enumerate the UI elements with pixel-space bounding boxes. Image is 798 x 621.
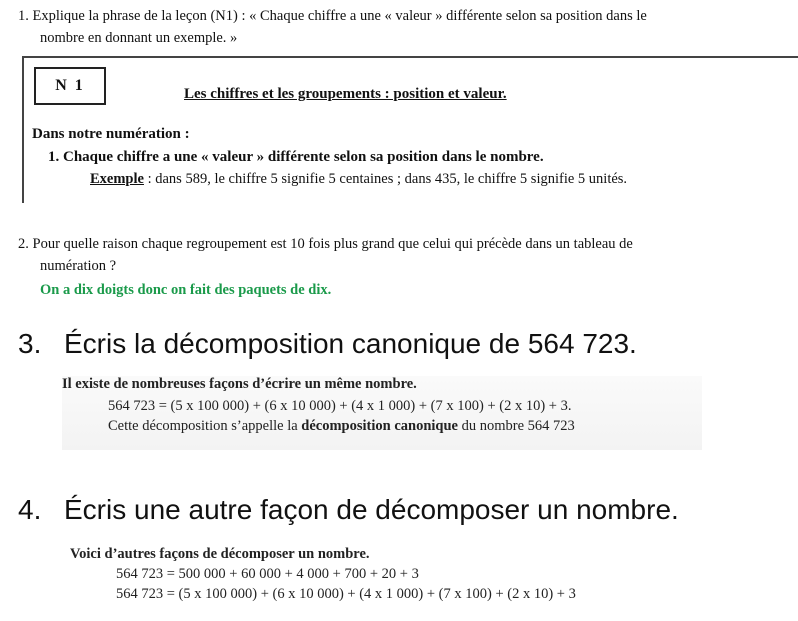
question-4-scan — [70, 546, 710, 610]
question-3-text: Écris la décomposition canonique de 564 723. — [64, 328, 637, 359]
question-2-line-2: numération ? — [40, 258, 117, 274]
question-4-number: 4. — [18, 494, 42, 525]
scan-4-line-3: 564 723 = (5 x 100 000) + (6 x 10 000) + (4 x 1 000) + (7 x 100) + (2 x 10) + 3 — [116, 586, 576, 602]
question-2-answer: On a dix doigts donc on fait des paquets de dix. — [40, 282, 332, 298]
question-4-heading — [18, 494, 679, 526]
question-1 — [18, 5, 788, 49]
question-4-text: Écris une autre façon de décomposer un nombre. — [64, 494, 679, 525]
scan-3-line-3-bold: décomposition canonique — [301, 418, 458, 434]
scan-4-line-2: 564 723 = 500 000 + 60 000 + 4 000 + 700 + 20 + 3 — [116, 566, 419, 582]
scan-4-line-1: Voici d’autres façons de décomposer un nombre. — [70, 546, 370, 562]
question-2-line-1: 2. Pour quelle raison chaque regroupement est 10 fois plus grand que celui qui précède dans un tableau de — [18, 236, 633, 252]
lesson-box — [22, 56, 798, 203]
question-3-number: 3. — [18, 328, 42, 359]
lesson-subtitle: Dans notre numération : — [32, 126, 190, 142]
example-label: Exemple — [90, 171, 144, 187]
scan-3-line-1: Il existe de nombreuses façons d’écrire un même nombre. — [62, 376, 417, 392]
question-2 — [18, 233, 788, 277]
scan-3-line-3-post: du nombre 564 723 — [458, 418, 575, 434]
scan-3-line-3-pre: Cette décomposition s’appelle la — [108, 418, 302, 434]
lesson-tag: N 1 — [34, 67, 106, 105]
lesson-example — [90, 171, 627, 188]
question-3-scan — [62, 376, 702, 450]
question-3-heading — [18, 328, 637, 360]
question-1-line-1: 1. Explique la phrase de la leçon (N1) : « Chaque chiffre a une « valeur » différente selon sa position dans le — [18, 8, 647, 24]
scan-3-line-2: 564 723 = (5 x 100 000) + (6 x 10 000) + (4 x 1 000) + (7 x 100) + (2 x 10) + 3. — [108, 398, 572, 414]
lesson-rule: 1. Chaque chiffre a une « valeur » différente selon sa position dans le nombre. — [48, 149, 544, 165]
lesson-title: Les chiffres et les groupements : position et valeur. — [184, 86, 507, 102]
scan-3-line-3 — [108, 418, 575, 435]
example-text: : dans 589, le chiffre 5 signifie 5 centaines ; dans 435, le chiffre 5 signifie 5 unités. — [143, 171, 628, 187]
question-1-line-2: nombre en donnant un exemple. » — [40, 30, 238, 46]
